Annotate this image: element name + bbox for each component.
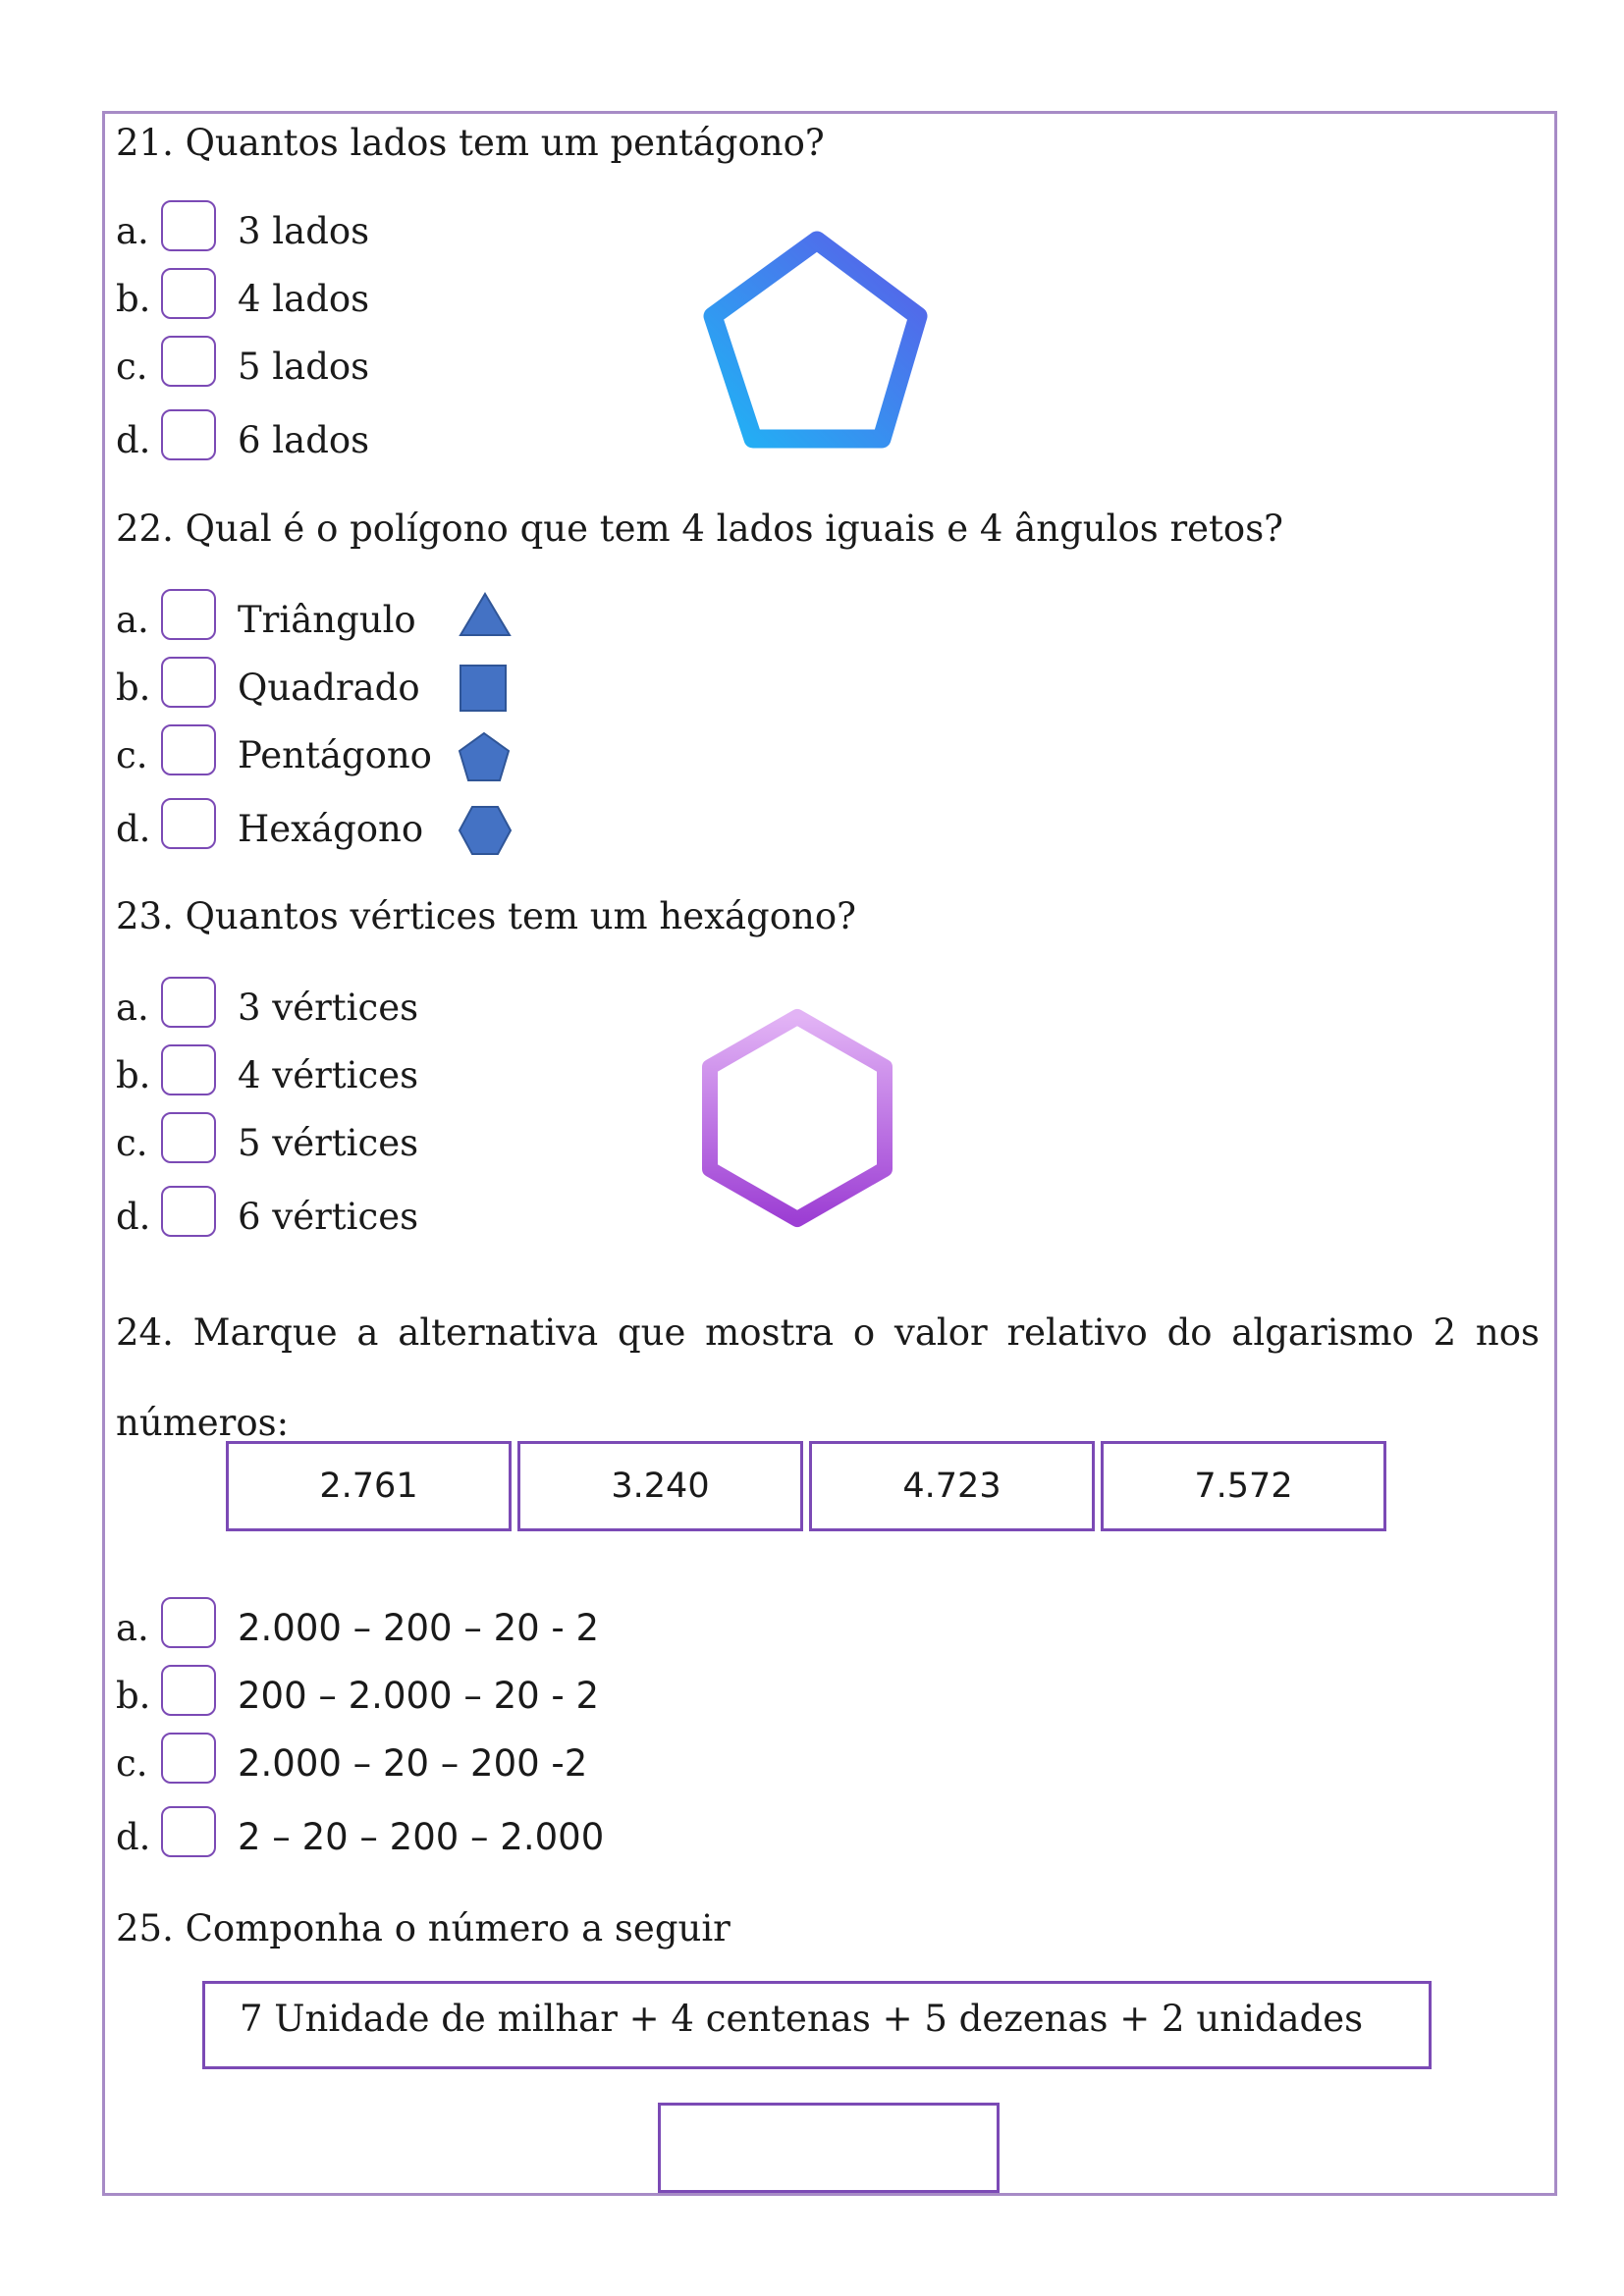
question-21-title: 21. Quantos lados tem um pentágono? (116, 122, 825, 164)
expression-text: 7 Unidade de milhar + 4 centenas + 5 dezenas + 2 unidades (240, 1998, 1364, 2040)
question-23-title: 23. Quantos vértices tem um hexágono? (116, 895, 856, 937)
q24-option-c-label: 2.000 – 20 – 200 -2 (238, 1742, 588, 1785)
q24-option-b-label: 200 – 2.000 – 20 - 2 (238, 1675, 600, 1717)
hexagon-outline-icon (699, 1006, 895, 1232)
q23-option-a-letter: a. (116, 987, 149, 1029)
q24-option-d-label: 2 – 20 – 200 – 2.000 (238, 1816, 605, 1858)
q23-option-a-label: 3 vértices (238, 987, 419, 1029)
question-24-title: 24. Marque a alternativa que mostra o valor relativo do algarismo 2 nos números: (116, 1311, 1540, 1444)
pentagon-icon (458, 731, 511, 782)
q22-option-b-label: Quadrado (238, 667, 420, 709)
q21-option-d-checkbox[interactable] (161, 409, 216, 460)
q22-option-d-label: Hexágono (238, 808, 424, 850)
q23-option-c-letter: c. (116, 1122, 148, 1164)
q21-option-a-letter: a. (116, 210, 149, 252)
q23-option-c-label: 5 vértices (238, 1122, 419, 1164)
q22-option-c-checkbox[interactable] (161, 724, 216, 775)
square-icon (460, 665, 507, 712)
q21-option-a-checkbox[interactable] (161, 200, 216, 251)
q22-option-c-label: Pentágono (238, 734, 432, 776)
question-22-title: 22. Qual é o polígono que tem 4 lados iguais e 4 ângulos retos? (116, 507, 1284, 550)
q23-option-a-checkbox[interactable] (161, 977, 216, 1028)
number-cell: 2.761 (226, 1441, 512, 1531)
q24-option-c-letter: c. (116, 1742, 148, 1785)
q24-option-b-letter: b. (116, 1675, 151, 1717)
q23-option-c-checkbox[interactable] (161, 1112, 216, 1163)
q23-option-b-label: 4 vértices (238, 1054, 419, 1096)
q22-option-a-checkbox[interactable] (161, 589, 216, 640)
q23-option-b-checkbox[interactable] (161, 1044, 216, 1095)
q23-option-d-label: 6 vértices (238, 1196, 419, 1238)
triangle-icon (459, 592, 512, 637)
q22-option-b-letter: b. (116, 667, 151, 709)
q21-option-c-letter: c. (116, 346, 148, 388)
q24-option-a-label: 2.000 – 200 – 20 - 2 (238, 1607, 600, 1649)
q22-option-a-letter: a. (116, 599, 149, 641)
q24-option-b-checkbox[interactable] (161, 1665, 216, 1716)
number-cell: 4.723 (809, 1441, 1095, 1531)
question-25-title: 25. Componha o número a seguir (116, 1907, 731, 1949)
q23-option-b-letter: b. (116, 1054, 151, 1096)
hexagon-icon (458, 805, 513, 856)
numbers-table (220, 1441, 1392, 1531)
q21-option-d-letter: d. (116, 419, 151, 461)
q24-option-d-checkbox[interactable] (161, 1806, 216, 1857)
q22-option-a-label: Triângulo (238, 599, 416, 641)
number-cell: 3.240 (517, 1441, 803, 1531)
q24-option-a-letter: a. (116, 1607, 149, 1649)
q23-option-d-checkbox[interactable] (161, 1186, 216, 1237)
answer-input-box[interactable] (658, 2103, 1000, 2193)
q23-option-d-letter: d. (116, 1196, 151, 1238)
q22-option-c-letter: c. (116, 734, 148, 776)
q21-option-b-label: 4 lados (238, 278, 370, 320)
pentagon-outline-icon (702, 231, 928, 447)
q22-option-b-checkbox[interactable] (161, 657, 216, 708)
q22-option-d-letter: d. (116, 808, 151, 850)
q21-option-d-label: 6 lados (238, 419, 370, 461)
q21-option-c-checkbox[interactable] (161, 336, 216, 387)
number-cell: 7.572 (1101, 1441, 1386, 1531)
q21-option-b-checkbox[interactable] (161, 268, 216, 319)
q21-option-b-letter: b. (116, 278, 151, 320)
expression-box (202, 1981, 1432, 2069)
q24-option-c-checkbox[interactable] (161, 1733, 216, 1784)
q24-option-a-checkbox[interactable] (161, 1597, 216, 1648)
q24-option-d-letter: d. (116, 1816, 151, 1858)
q22-option-d-checkbox[interactable] (161, 798, 216, 849)
q21-option-c-label: 5 lados (238, 346, 370, 388)
q21-option-a-label: 3 lados (238, 210, 370, 252)
